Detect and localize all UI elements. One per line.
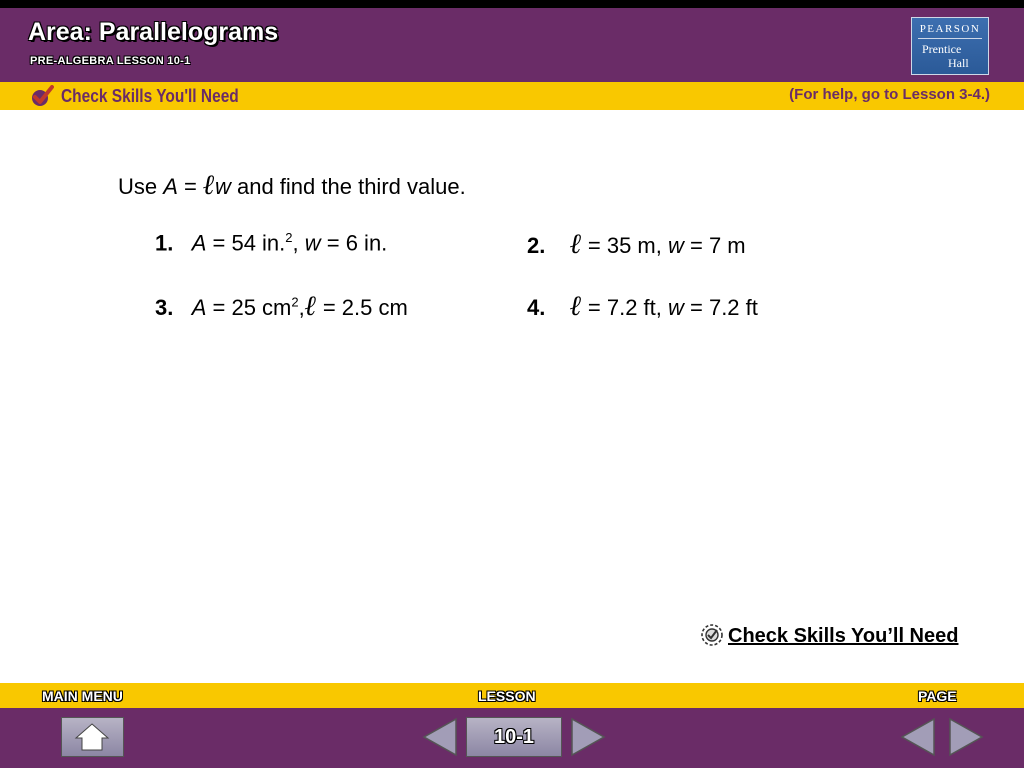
equals: = bbox=[177, 174, 204, 199]
instruction-use: Use bbox=[118, 174, 158, 199]
logo-prentice-text: Prentice bbox=[922, 42, 962, 56]
var-ell: ℓ bbox=[304, 289, 317, 322]
check-skills-icon bbox=[700, 622, 724, 648]
header bbox=[0, 8, 1024, 82]
problem-number: 2. bbox=[527, 233, 546, 258]
page-label: PAGE bbox=[918, 688, 957, 704]
value-text: = 7.2 ft, bbox=[581, 295, 668, 320]
check-skills-bar bbox=[0, 82, 1024, 110]
lesson-subtitle: PRE-ALGEBRA LESSON 10-1 bbox=[30, 55, 191, 67]
next-page-arrow-icon[interactable] bbox=[946, 715, 986, 759]
var-a: A bbox=[163, 174, 178, 199]
var-w: w bbox=[304, 230, 321, 256]
home-icon bbox=[62, 718, 123, 756]
value-text: = 7.2 ft bbox=[683, 295, 758, 320]
page-title: Area: Parallelograms bbox=[28, 18, 279, 46]
var-a: A bbox=[191, 295, 207, 320]
lesson-number: 10-1 bbox=[493, 726, 535, 748]
superscript: 2 bbox=[291, 294, 299, 310]
var-ell: ℓ bbox=[203, 168, 215, 201]
prev-page-arrow-icon[interactable] bbox=[898, 715, 938, 759]
nav-labels-bar bbox=[0, 683, 1024, 708]
help-reference: (For help, go to Lesson 3-4.) bbox=[789, 86, 990, 103]
separator: , bbox=[292, 230, 305, 256]
value-text: = 35 m, bbox=[581, 233, 668, 258]
check-mark-icon bbox=[30, 85, 54, 107]
lesson-number-box bbox=[466, 717, 562, 757]
value-text: = 2.5 cm bbox=[316, 295, 408, 320]
logo-hall-text: Hall bbox=[948, 56, 969, 70]
content-area bbox=[0, 110, 1024, 682]
main-menu-label: MAIN MENU bbox=[42, 688, 123, 704]
var-w: w bbox=[668, 233, 684, 258]
value-text: = 25 cm bbox=[206, 295, 292, 320]
main-menu-button[interactable] bbox=[61, 717, 124, 757]
logo-divider bbox=[918, 38, 982, 39]
var-w: w bbox=[214, 174, 231, 199]
lesson-label: LESSON bbox=[478, 688, 536, 704]
var-ell: ℓ bbox=[569, 227, 582, 260]
nav-bar bbox=[0, 708, 1024, 768]
check-skills-link-text[interactable]: Check Skills You’ll Need bbox=[728, 625, 959, 647]
separator: , bbox=[298, 295, 305, 320]
problem-1 bbox=[155, 230, 387, 256]
value-text: = 6 in. bbox=[320, 230, 388, 256]
instruction-line bbox=[118, 168, 466, 202]
var-a: A bbox=[191, 230, 207, 256]
pearson-logo bbox=[911, 17, 989, 75]
next-lesson-arrow-icon[interactable] bbox=[568, 715, 608, 759]
problem-number: 1. bbox=[155, 230, 174, 256]
problem-3 bbox=[155, 289, 408, 323]
top-border bbox=[0, 0, 1024, 8]
var-w: w bbox=[668, 295, 684, 320]
superscript: 2 bbox=[285, 230, 293, 245]
check-skills-title: Check Skills You'll Need bbox=[61, 86, 239, 106]
value-text: = 7 m bbox=[683, 233, 746, 258]
problem-number: 3. bbox=[155, 295, 174, 320]
problem-number: 4. bbox=[527, 295, 546, 320]
problem-4 bbox=[527, 289, 758, 323]
logo-pearson-text: PEARSON bbox=[919, 23, 981, 35]
problem-2 bbox=[527, 227, 746, 261]
var-ell: ℓ bbox=[569, 289, 582, 322]
instruction-rest: and find the third value. bbox=[230, 174, 466, 199]
prev-lesson-arrow-icon[interactable] bbox=[420, 715, 460, 759]
value-text: = 54 in. bbox=[206, 230, 286, 256]
